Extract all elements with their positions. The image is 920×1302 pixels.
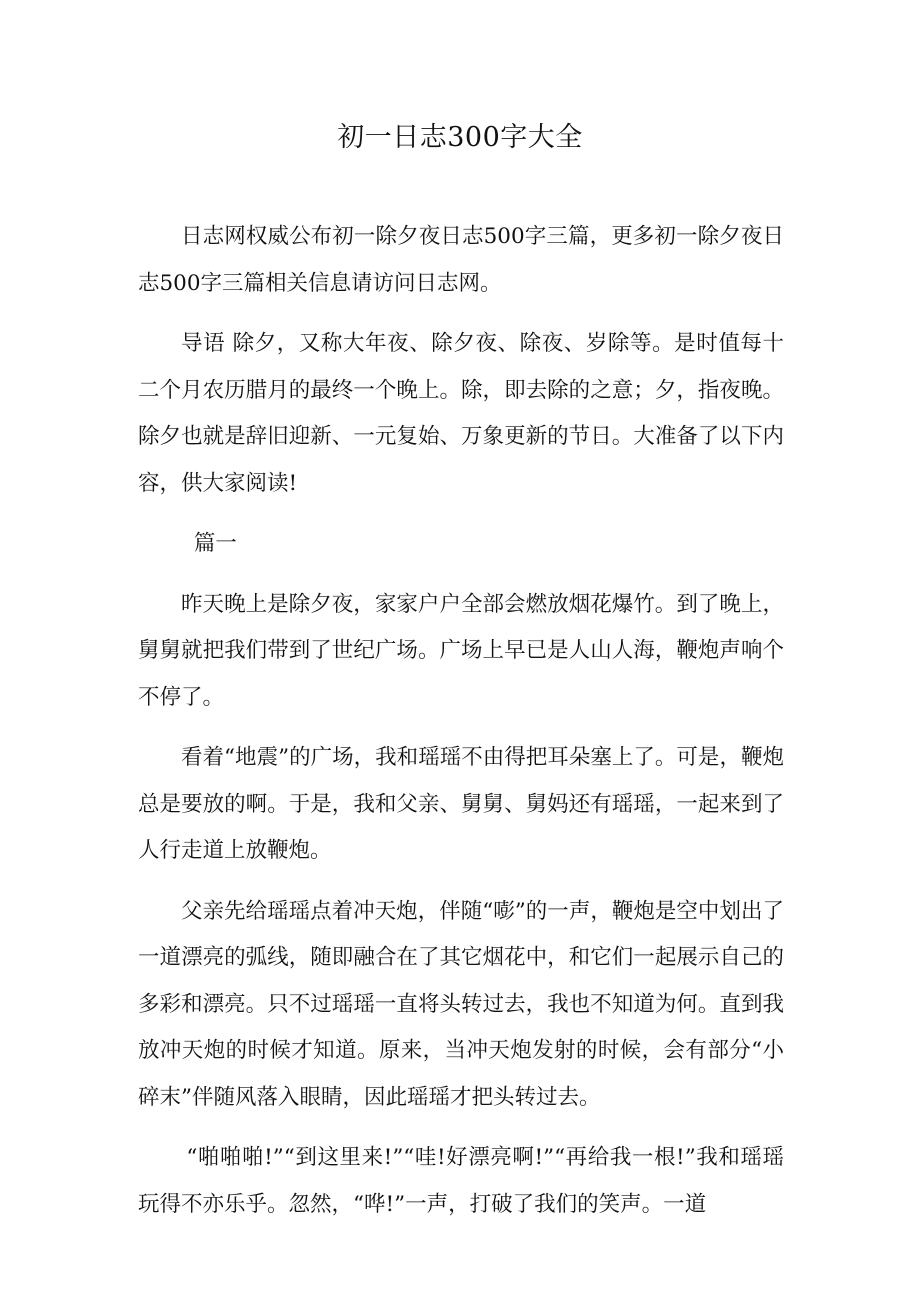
body-paragraph: 父亲先给瑶瑶点着冲天炮，伴随“嘭”的一声，鞭炮是空中划出了一道漂亮的弧线，随即融合在了其它烟花中，和它们一起展示自己的多彩和漂亮。只不过瑶瑶一直将头转过去，我也不知道为何。直到我放冲天炮的时候才知道。原来，当冲天炮发射的时候，会有部分“小碎末”伴随风落入眼睛，因此瑶瑶才把头转过去。 [138, 898, 784, 1110]
preface-paragraph: 导语 除夕，又称大年夜、除夕夜、除夜、岁除等。是时值每十二个月农历腊月的最终一个晚上。除，即去除的之意；夕，指夜晚。除夕也就是辞旧迎新、一元复始、万象更新的节日。大准备了以下内容，供大家阅读! [138, 331, 784, 496]
body-paragraph: “啪啪啪!”“到这里来!”“哇!好漂亮啊!”“再给我一根!”我和瑶瑶玩得不亦乐乎。忽然，“哗!”一声，打破了我们的笑声。一道 [138, 1145, 784, 1217]
body-paragraph: 看着“地震”的广场，我和瑶瑶不由得把耳朵塞上了。可是，鞭炮总是要放的啊。于是，我和父亲、舅舅、舅妈还有瑶瑶，一起来到了人行走道上放鞭炮。 [138, 745, 784, 863]
intro-paragraph: 日志网权威公布初一除夕夜日志500字三篇，更多初一除夕夜日志500字三篇相关信息请访问日志网。 [138, 224, 784, 296]
section-heading: 篇一 [193, 531, 237, 556]
document-body [138, 214, 784, 1242]
document-title: 初一日志300字大全 [337, 122, 583, 153]
body-paragraph: 昨天晚上是除夕夜，家家户户全部会燃放烟花爆竹。到了晚上，舅舅就把我们带到了世纪广场。广场上早已是人山人海，鞭炮声响个不停了。 [138, 591, 784, 710]
